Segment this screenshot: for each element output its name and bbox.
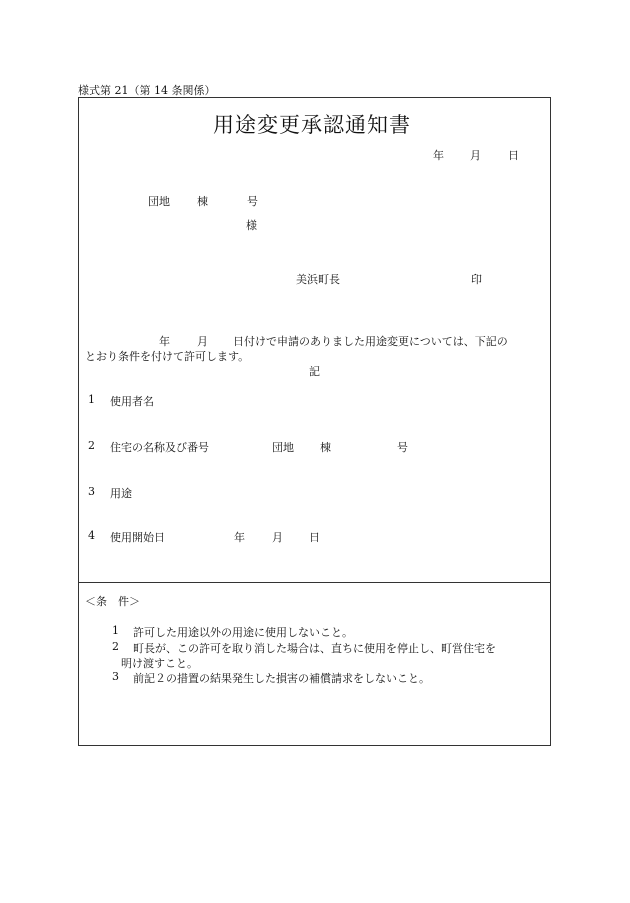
address-to: 棟: [197, 195, 208, 208]
item-housing-danchi: 団地: [272, 441, 294, 454]
address-danchi: 団地: [148, 195, 170, 208]
form-label: 様式第 21（第 14 条関係）: [78, 84, 216, 97]
item-label-start-date: 使用開始日: [110, 531, 165, 544]
condition-number: 1: [112, 624, 119, 637]
date-day: 日: [508, 149, 519, 162]
intro-text-line2: とおり条件を付けて許可します。: [85, 350, 250, 363]
item-number: 1: [88, 393, 95, 406]
document-title: 用途変更承認通知書: [213, 113, 411, 137]
issuer-name: 美浜町長: [296, 273, 340, 286]
ki-mark: 記: [309, 365, 320, 378]
intro-year: 年: [159, 335, 170, 348]
date-month: 月: [470, 149, 481, 162]
item-start-year: 年: [234, 531, 245, 544]
condition-number: 2: [112, 640, 119, 653]
item-start-month: 月: [272, 531, 283, 544]
item-housing-go: 号: [397, 441, 408, 454]
item-label-user-name: 使用者名: [110, 395, 154, 408]
conditions-divider: [78, 582, 551, 583]
address-go: 号: [247, 195, 258, 208]
intro-text-line1: 日付けで申請のありました用途変更については、下記の: [233, 335, 508, 348]
intro-month: 月: [197, 335, 208, 348]
seal-mark: 印: [471, 273, 482, 286]
condition-number: 3: [112, 670, 119, 683]
condition-text: 許可した用途以外の用途に使用しないこと。: [133, 626, 353, 639]
item-label-housing: 住宅の名称及び番号: [110, 441, 209, 454]
condition-text: 前記２の措置の結果発生した損害の補償請求をしないこと。: [133, 672, 430, 685]
address-sama: 様: [246, 219, 257, 232]
condition-text-continued: 明け渡すこと。: [121, 657, 198, 670]
item-start-day: 日: [309, 531, 320, 544]
item-number: 4: [88, 529, 95, 542]
item-number: 3: [88, 485, 95, 498]
item-housing-to: 棟: [320, 441, 331, 454]
item-label-usage: 用途: [110, 487, 132, 500]
item-number: 2: [88, 439, 95, 452]
date-year: 年: [433, 149, 444, 162]
conditions-heading: ＜条 件＞: [85, 595, 140, 608]
condition-text: 町長が、この許可を取り消した場合は、直ちに使用を停止し、町営住宅を: [133, 642, 496, 655]
